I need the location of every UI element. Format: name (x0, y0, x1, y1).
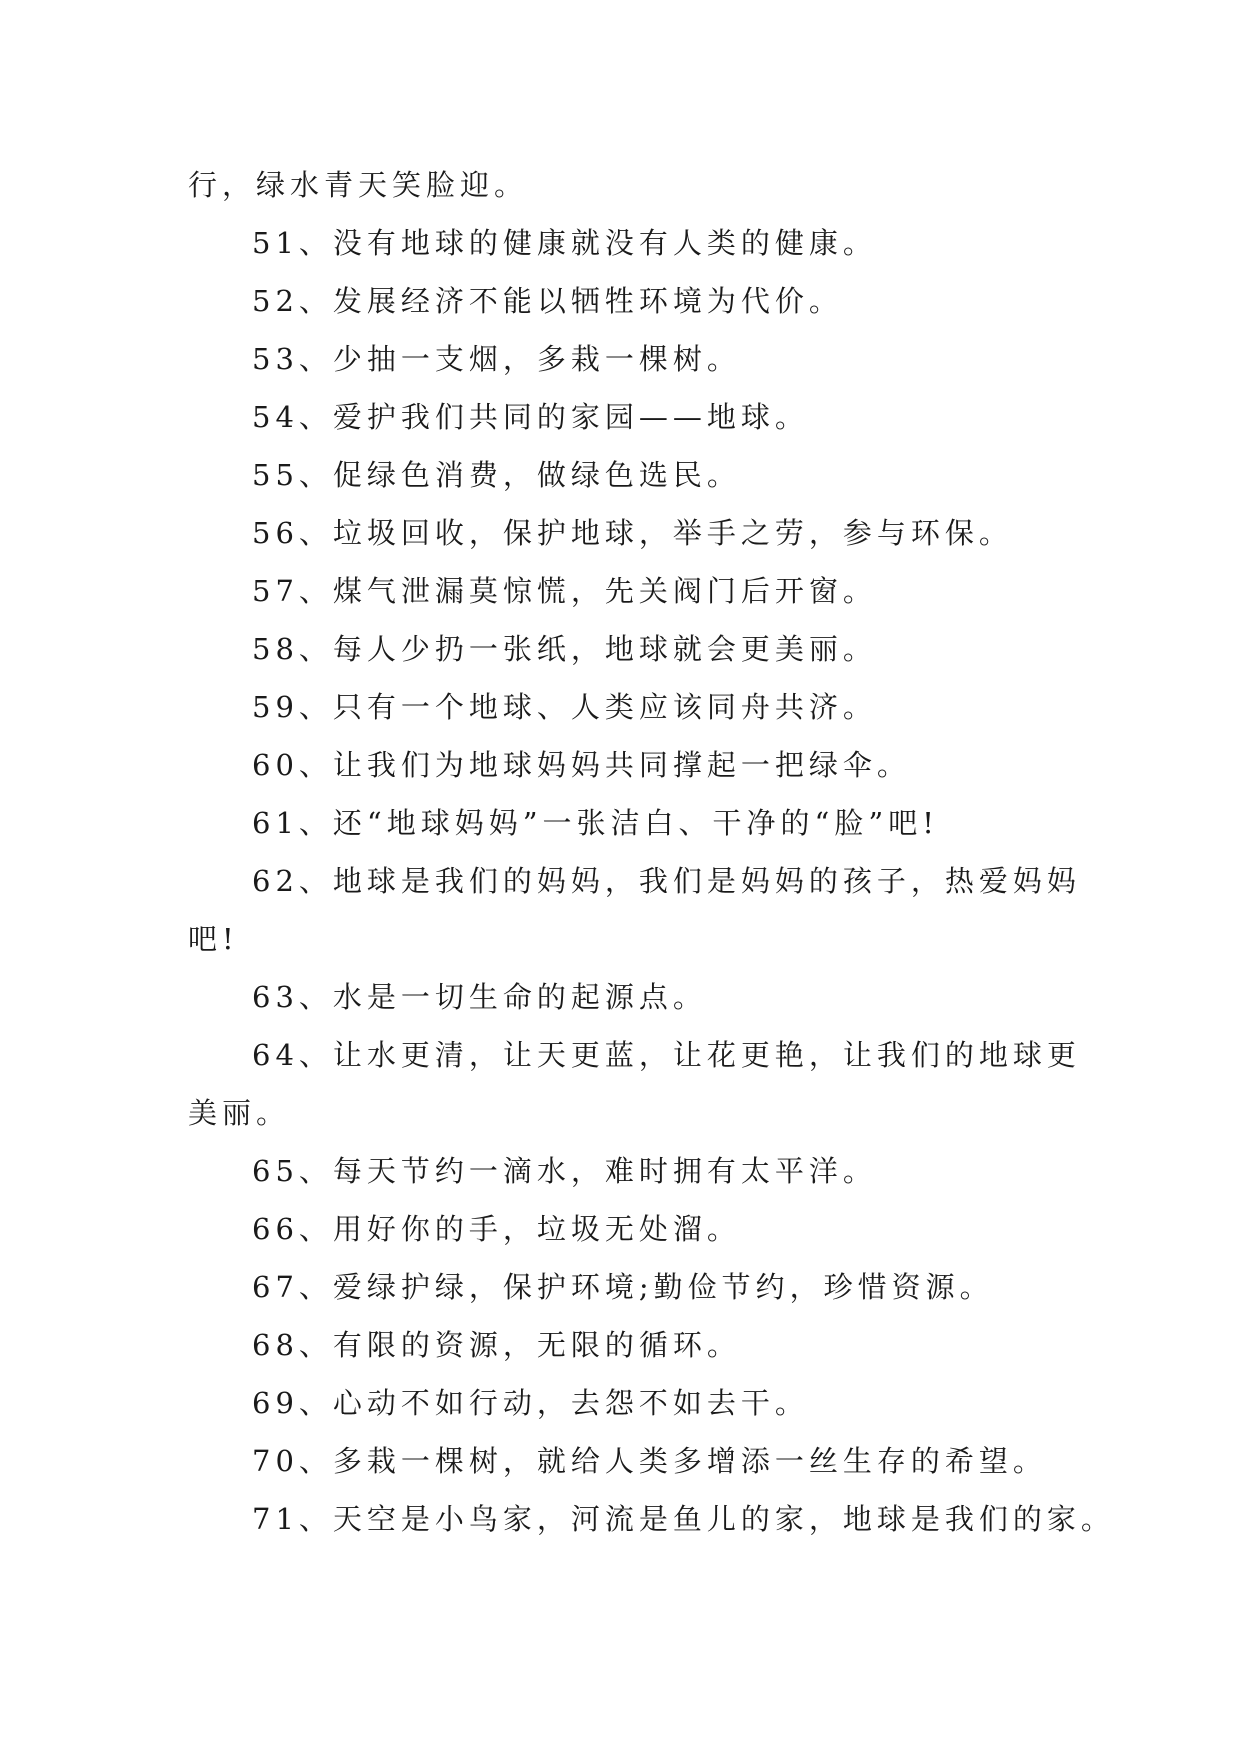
text-line: 55、促绿色消费，做绿色选民。 (252, 458, 741, 492)
text-line: 59、只有一个地球、人类应该同舟共济。 (252, 690, 877, 724)
text-line: 54、爱护我们共同的家园——地球。 (252, 400, 809, 434)
text-line: 60、让我们为地球妈妈共同撑起一把绿伞。 (252, 748, 911, 782)
text-line: 65、每天节约一滴水，难时拥有太平洋。 (252, 1154, 877, 1188)
text-line: 53、少抽一支烟，多栽一棵树。 (252, 342, 741, 376)
text-line: 吧! (188, 922, 239, 956)
text-line: 67、爱绿护绿，保护环境;勤俭节约，珍惜资源。 (252, 1270, 994, 1304)
text-line: 52、发展经济不能以牺牲环境为代价。 (252, 284, 843, 318)
text-line: 70、多栽一棵树，就给人类多增添一丝生存的希望。 (252, 1444, 1047, 1478)
text-line: 71、天空是小鸟家，河流是鱼儿的家，地球是我们的家。 (252, 1502, 1115, 1536)
text-line: 69、心动不如行动，去怨不如去干。 (252, 1386, 809, 1420)
text-line: 64、让水更清，让天更蓝，让花更艳，让我们的地球更 (252, 1038, 1081, 1072)
text-line: 51、没有地球的健康就没有人类的健康。 (252, 226, 877, 260)
text-line: 63、水是一切生命的起源点。 (252, 980, 707, 1014)
text-line: 美丽。 (188, 1096, 291, 1130)
text-line: 58、每人少扔一张纸，地球就会更美丽。 (252, 632, 877, 666)
text-line: 62、地球是我们的妈妈，我们是妈妈的孩子，热爱妈妈 (252, 864, 1081, 898)
text-line: 68、有限的资源，无限的循环。 (252, 1328, 741, 1362)
text-line: 66、用好你的手，垃圾无处溜。 (252, 1212, 741, 1246)
text-line: 56、垃圾回收，保护地球，举手之劳，参与环保。 (252, 516, 1013, 550)
document-body (188, 156, 1115, 1548)
text-line: 57、煤气泄漏莫惊慌，先关阀门后开窗。 (252, 574, 877, 608)
text-line: 行，绿水青天笑脸迎。 (188, 168, 529, 202)
text-line: 61、还“地球妈妈”一张洁白、干净的“脸”吧! (252, 806, 939, 840)
